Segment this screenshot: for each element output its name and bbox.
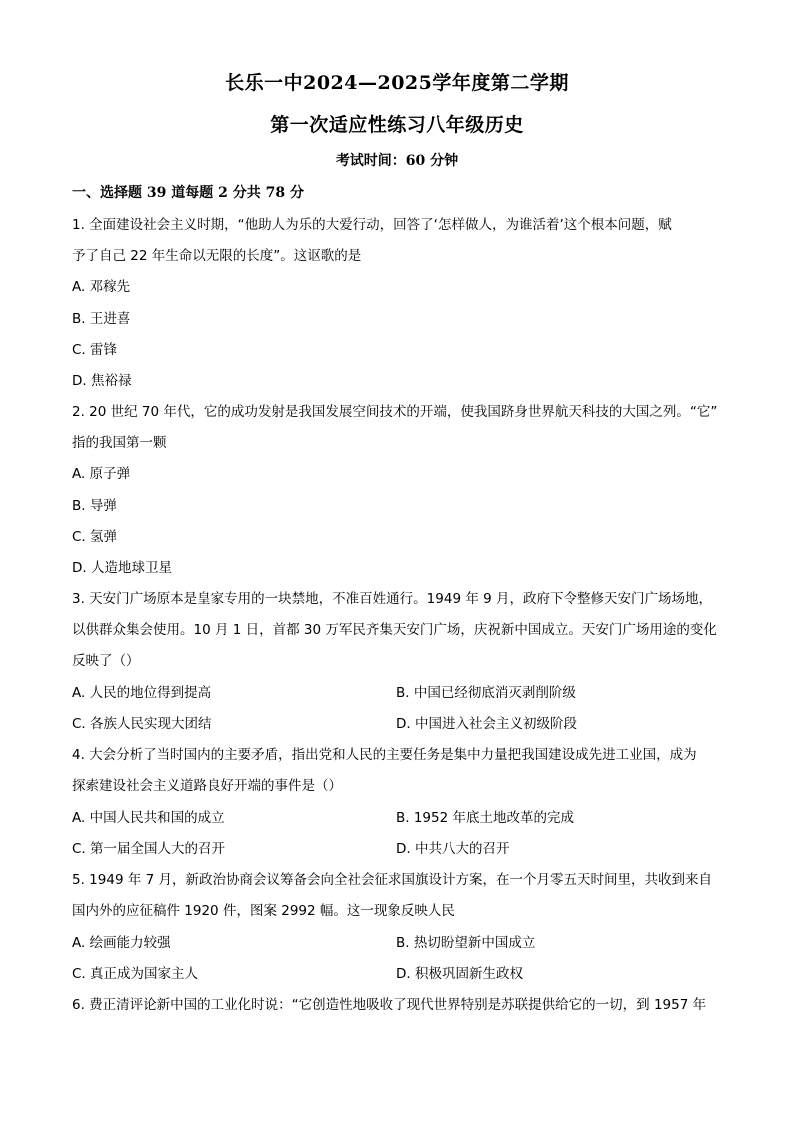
question-3-option-b: B. 中国已经彻底消灭剥削阶级 bbox=[396, 685, 576, 701]
question-6-line-1: 6. 费正清评论新中国的工业化时说：“它创造性地吸收了现代世界特别是苏联提供给它的一切，到 1957 年 bbox=[72, 997, 707, 1013]
question-1-option-b: B. 王进喜 bbox=[72, 311, 131, 327]
question-3-option-d: D. 中国进入社会主义初级阶段 bbox=[396, 716, 577, 732]
question-4-option-d: D. 中共八大的召开 bbox=[396, 841, 510, 857]
question-1-option-a: A. 邓稼先 bbox=[72, 279, 131, 295]
question-1-line-2: 予了自己 22 年生命以无限的长度”。这讴歌的是 bbox=[72, 248, 362, 264]
question-4-line-2: 探索建设社会主义道路良好开端的事件是（） bbox=[72, 778, 342, 794]
exam-time: 考试时间：60 分钟 bbox=[335, 153, 459, 169]
exam-title-line2: 第一次适应性练习八年级历史 bbox=[270, 114, 524, 136]
question-2-line-2: 指的我国第一颗 bbox=[72, 435, 167, 451]
question-5-option-d: D. 积极巩固新生政权 bbox=[396, 966, 523, 982]
question-4-option-a: A. 中国人民共和国的成立 bbox=[72, 810, 225, 826]
question-5-line-1: 5. 1949 年 7 月，新政治协商会议筹备会向全社会征求国旗设计方案，在一个月零五天时间里，共收到来自 bbox=[72, 872, 712, 888]
question-5-option-a: A. 绘画能力较强 bbox=[72, 935, 171, 951]
question-2-line-1: 2. 20 世纪 70 年代，它的成功发射是我国发展空间技术的开端，使我国跻身世界航天科技的大国之列。“它” bbox=[72, 404, 718, 420]
question-3-line-2: 以供群众集会使用。10 月 1 日，首都 30 万军民齐集天安门广场，庆祝新中国成立。天安门广场用途的变化 bbox=[72, 622, 717, 638]
question-2-option-c: C. 氢弹 bbox=[72, 529, 118, 545]
section-heading: 一、选择题 39 道每题 2 分共 78 分 bbox=[72, 185, 304, 201]
exam-title-line1: 长乐一中2024—2025学年度第二学期 bbox=[225, 72, 569, 94]
question-2-option-d: D. 人造地球卫星 bbox=[72, 560, 172, 576]
question-4-line-1: 4. 大会分析了当时国内的主要矛盾，指出党和人民的主要任务是集中力量把我国建设成先进工业国，成为 bbox=[72, 747, 697, 763]
question-2-option-b: B. 导弹 bbox=[72, 498, 117, 514]
question-2-option-a: A. 原子弹 bbox=[72, 466, 131, 482]
question-1-option-d: D. 焦裕禄 bbox=[72, 373, 132, 389]
question-3-option-a: A. 人民的地位得到提高 bbox=[72, 685, 212, 701]
question-3-line-3: 反映了（） bbox=[72, 653, 140, 669]
question-4-option-c: C. 第一届全国人大的召开 bbox=[72, 841, 226, 857]
question-1-line-1: 1. 全面建设社会主义时期，“他助人为乐的大爱行动，回答了‘怎样做人，为谁活着’这个根本问题，赋 bbox=[72, 217, 672, 233]
question-4-option-b: B. 1952 年底土地改革的完成 bbox=[396, 810, 574, 826]
question-5-option-c: C. 真正成为国家主人 bbox=[72, 966, 199, 982]
question-1-option-c: C. 雷锋 bbox=[72, 342, 118, 358]
question-5-line-2: 国内外的应征稿件 1920 件，图案 2992 幅。这一现象反映人民 bbox=[72, 903, 455, 919]
question-5-option-b: B. 热切盼望新中国成立 bbox=[396, 935, 536, 951]
question-3-option-c: C. 各族人民实现大团结 bbox=[72, 716, 212, 732]
question-3-line-1: 3. 天安门广场原本是皇家专用的一块禁地，不准百姓通行。1949 年 9 月，政府下令整修天安门广场场地， bbox=[72, 591, 712, 607]
